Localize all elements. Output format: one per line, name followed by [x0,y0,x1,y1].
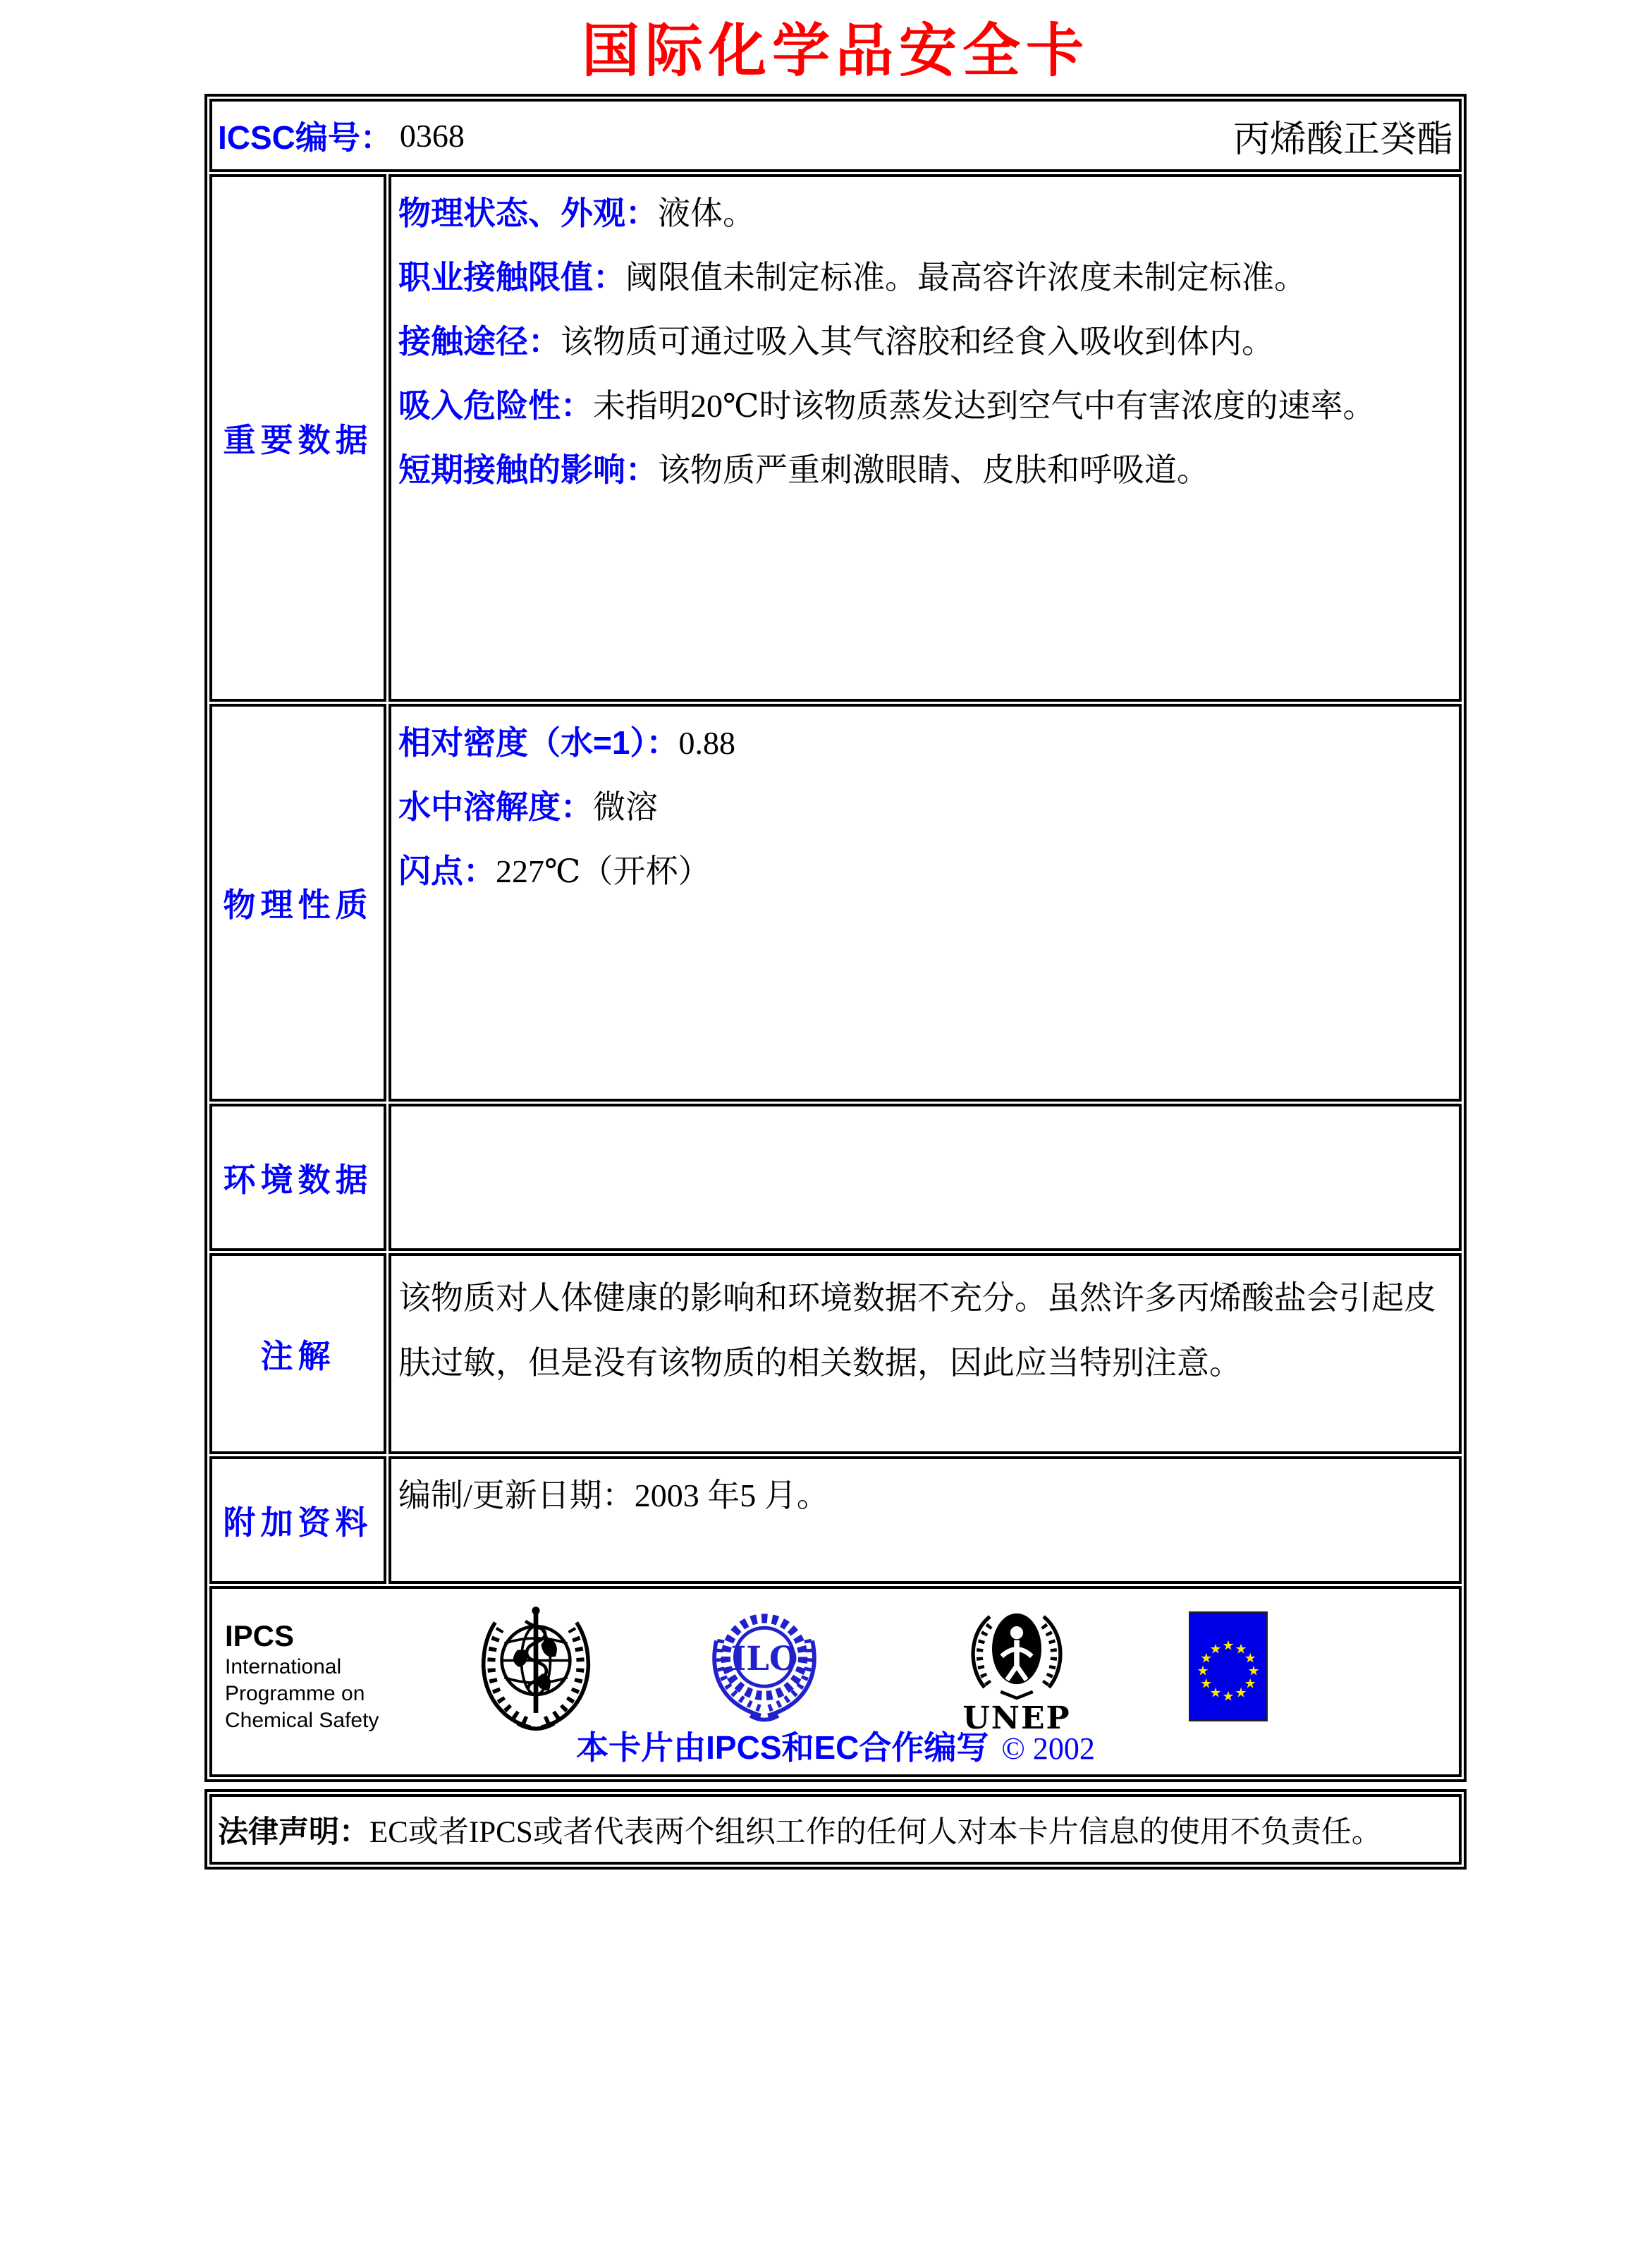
page-title: 国际化学品安全卡 [581,17,1089,85]
field-value: 阈限值未制定标准。最高容许浓度未制定标准。 [625,260,1307,295]
row-physical-properties [209,704,1462,1102]
svg-text:★: ★ [1200,1676,1213,1692]
cooperation-caption [212,1722,1459,1769]
icsc-number-label: ICSC编号： [218,119,393,156]
field-label: 闪点： [398,853,496,889]
data-line [398,310,1452,374]
field-value: 未指明20℃时该物质蒸发达到空气中有害浓度的速率。 [593,388,1376,424]
svg-text:★: ★ [1244,1676,1256,1692]
who-logo-icon [469,1600,603,1731]
data-line [398,181,1452,245]
legal-notice-label: 法律声明： [218,1815,369,1849]
legal-notice-text: EC或者IPCS或者代表两个组织工作的任何人对本卡片信息的使用不负责任。 [369,1815,1382,1849]
ilo-logo-icon [706,1606,823,1727]
field-value: 微溶 [593,789,658,825]
field-label: 吸入危险性： [398,387,593,424]
legal-notice-row [209,1794,1462,1865]
field-label: 物理状态、外观： [398,195,658,231]
icsc-number-value: 0368 [399,117,465,154]
svg-text:★: ★ [1244,1650,1256,1666]
field-value: 液体。 [658,195,755,231]
physical-properties-content [388,704,1462,1102]
svg-text:★: ★ [1247,1663,1260,1679]
copyright-text: © 2002 [1001,1731,1095,1766]
important-data-label: 重要数据 [209,174,386,702]
field-value: 该物质可通过吸入其气溶胶和经食入吸收到体内。 [561,324,1274,360]
field-label: 相对密度（水=1）： [398,724,679,761]
additional-info-content [388,1456,1462,1584]
ipcs-subtitle-line: International [225,1655,342,1678]
field-label: 短期接触的影响： [398,451,658,488]
data-line [398,839,1452,903]
svg-text:★: ★ [1209,1685,1222,1701]
environmental-data-text [398,1111,1452,1116]
field-value: 227℃（开杯） [496,853,711,889]
chemical-name: 丙烯酸正癸酯 [1232,119,1453,160]
eu-flag-icon [1189,1611,1268,1721]
field-label: 水中溶解度： [398,788,593,825]
field-label: 职业接触限值： [398,259,625,295]
data-line [398,245,1452,310]
environmental-data-label: 环境数据 [209,1104,386,1251]
environmental-data-content [388,1104,1462,1251]
data-line [398,711,1452,775]
organizations-row [209,1586,1462,1777]
ipcs-subtitle-line: Programme on [225,1682,365,1705]
icsc-card-table [204,94,1467,1782]
svg-text:★: ★ [1209,1641,1222,1657]
physical-properties-label: 物理性质 [209,704,386,1102]
unep-logo-icon [957,1602,1077,1700]
icsc-number-group [218,112,465,159]
additional-info-label: 附加资料 [209,1456,386,1584]
ipcs-block [225,1618,379,1734]
legal-notice-table [204,1789,1467,1870]
row-additional-info [209,1456,1462,1584]
notes-text: 该物质对人体健康的影响和环境数据不充分。虽然许多丙烯酸盐会引起皮肤过敏，但是没有该物质的相关数据，因此应当特别注意。 [398,1280,1436,1381]
svg-text:★: ★ [1222,1688,1235,1705]
ipcs-subtitle-line: Chemical Safety [225,1709,379,1732]
svg-text:★: ★ [1197,1663,1209,1679]
notes-content [388,1253,1462,1454]
notes-label: 注解 [209,1253,386,1454]
svg-text:★: ★ [1235,1641,1247,1657]
svg-text:★: ★ [1200,1650,1213,1666]
row-important-data [209,174,1462,702]
field-value: 0.88 [678,725,735,761]
field-label: 接触途径： [398,323,561,360]
caption-text: 本卡片由IPCS和EC合作编写 [576,1729,989,1766]
data-line [398,775,1452,839]
additional-info-text: 编制/更新日期：2003 年5 月。 [398,1477,829,1513]
svg-text:★: ★ [1222,1638,1235,1654]
card-header-row [209,99,1462,172]
unep-logo-block [957,1602,1077,1735]
ilo-letters: ILO [730,1638,798,1678]
unep-label: UNEP [962,1700,1071,1736]
row-notes [209,1253,1462,1454]
field-value: 该物质严重刺激眼睛、皮肤和呼吸道。 [658,452,1209,488]
data-line [398,438,1452,502]
ipcs-title: IPCS [225,1619,295,1652]
svg-text:★: ★ [1235,1685,1247,1701]
row-environmental-data [209,1104,1462,1251]
data-line [398,374,1452,438]
important-data-content [388,174,1462,702]
